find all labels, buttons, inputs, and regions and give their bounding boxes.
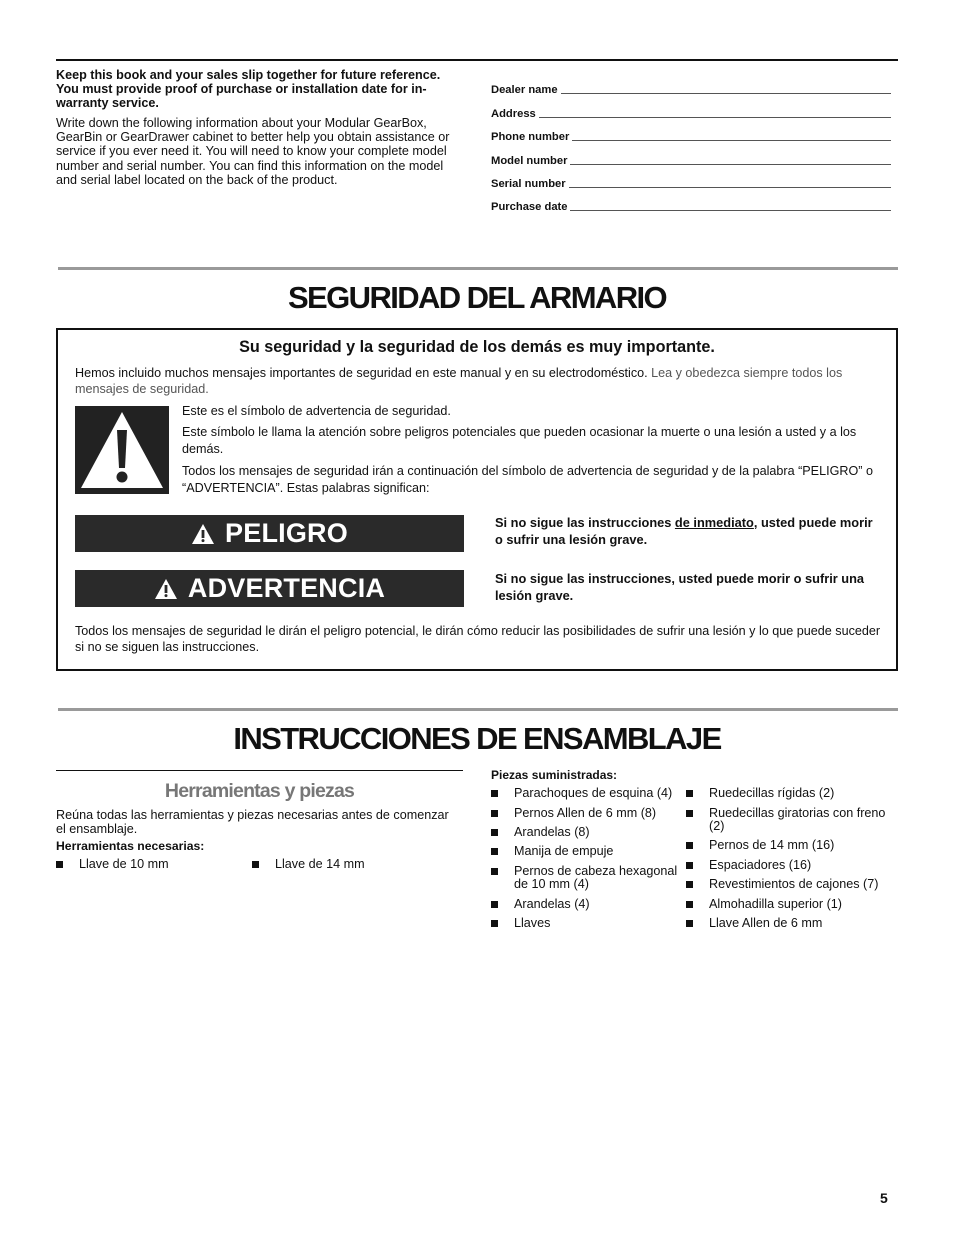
tools-label: Herramientas necesarias: bbox=[56, 839, 205, 853]
gather-text: Reúna todas las herramientas y piezas necesarias antes de comenzar el ensamblaje. bbox=[56, 808, 449, 836]
page-number: 5 bbox=[880, 1190, 888, 1206]
alert-triangle-icon bbox=[154, 578, 178, 600]
part-item: Llaves bbox=[491, 917, 687, 930]
form-row-purchase-date[interactable]: Purchase date bbox=[491, 190, 891, 213]
form-row-phone[interactable]: Phone number bbox=[491, 120, 891, 143]
subsection-rule bbox=[56, 770, 463, 771]
part-item: Manija de empuje bbox=[491, 845, 687, 858]
part-item: Ruedecillas giratorias con freno (2) bbox=[686, 807, 898, 833]
part-item: Arandelas (4) bbox=[491, 898, 687, 911]
top-rule bbox=[56, 59, 898, 61]
safety-heading: Su seguridad y la seguridad de los demás es muy importante. bbox=[239, 338, 715, 356]
peligro-statement: Si no sigue las instrucciones de inmediato, usted puede morir o sufrir una lesión grave. bbox=[495, 515, 873, 547]
warning-triangle-icon bbox=[75, 406, 169, 494]
part-item: Pernos de cabeza hexagonal de 10 mm (4) bbox=[491, 865, 687, 891]
peligro-banner: PELIGRO bbox=[75, 515, 464, 552]
tools-parts-subtitle: Herramientas y piezas bbox=[164, 780, 355, 802]
section-rule-assembly bbox=[58, 708, 898, 711]
tool-item: Llave de 14 mm bbox=[252, 858, 432, 871]
part-item: Parachoques de esquina (4) bbox=[491, 787, 687, 800]
info-form bbox=[491, 73, 891, 213]
form-row-dealer[interactable]: Dealer name bbox=[491, 73, 891, 96]
part-item: Almohadilla superior (1) bbox=[686, 898, 898, 911]
part-item: Pernos Allen de 6 mm (8) bbox=[491, 807, 687, 820]
follow-text: Todos los mensajes de seguridad irán a continuación del símbolo de advertencia de seguridad y de la palabra “PELIGRO” o “ADVERTENCIA”. Estas palabras significan: bbox=[182, 464, 873, 495]
parts-label: Piezas suministradas: bbox=[491, 768, 618, 782]
safety-title: SEGURIDAD DEL ARMARIO bbox=[287, 280, 667, 315]
write-down-paragraph: Write down the following information about your Modular GearBox, GearBin or GearDrawer cabinet to better help you obtain assistance or service if you ever need it. You will need to know your complete model number and serial number. You can find this information on the model and serial label located on the back of the product. bbox=[56, 116, 450, 187]
symbol-text: Este es el símbolo de advertencia de seguridad. bbox=[182, 404, 451, 418]
advertencia-statement: Si no sigue las instrucciones, usted puede morir o sufrir una lesión grave. bbox=[495, 571, 865, 603]
part-item: Revestimientos de cajones (7) bbox=[686, 878, 898, 891]
form-row-model[interactable]: Model number bbox=[491, 143, 891, 166]
part-item: Ruedecillas rígidas (2) bbox=[686, 787, 898, 800]
part-item: Llave Allen de 6 mm bbox=[686, 917, 898, 930]
keep-notice: Keep this book and your sales slip together for future reference. You must provide proof of purchase or installation date for in-warranty service. bbox=[56, 68, 441, 110]
section-rule-safety bbox=[58, 267, 898, 270]
assembly-title: INSTRUCCIONES DE ENSAMBLAJE bbox=[233, 721, 721, 756]
safety-intro: Hemos incluido muchos mensajes importantes de seguridad en este manual y en su electrodoméstico. Lea y obedezca siempre todos los mensajes de seguridad. bbox=[75, 366, 843, 396]
alert-triangle-icon bbox=[191, 523, 215, 545]
tool-item: Llave de 10 mm bbox=[56, 858, 236, 871]
part-item: Espaciadores (16) bbox=[686, 859, 898, 872]
part-item: Pernos de 14 mm (16) bbox=[686, 839, 898, 852]
form-row-serial[interactable]: Serial number bbox=[491, 167, 891, 190]
attention-text: Este símbolo le llama la atención sobre peligros potenciales que pueden ocasionar la muerte o una lesión a usted y a los demás. bbox=[182, 425, 857, 456]
safety-footer: Todos los mensajes de seguridad le dirán el peligro potencial, le dirán cómo reducir las posibilidades de sufrir una lesión y lo que puede suceder si no se siguen las instrucciones. bbox=[75, 624, 881, 654]
form-row-address[interactable]: Address bbox=[491, 96, 891, 119]
advertencia-banner: ADVERTENCIA bbox=[75, 570, 464, 607]
part-item: Arandelas (8) bbox=[491, 826, 687, 839]
